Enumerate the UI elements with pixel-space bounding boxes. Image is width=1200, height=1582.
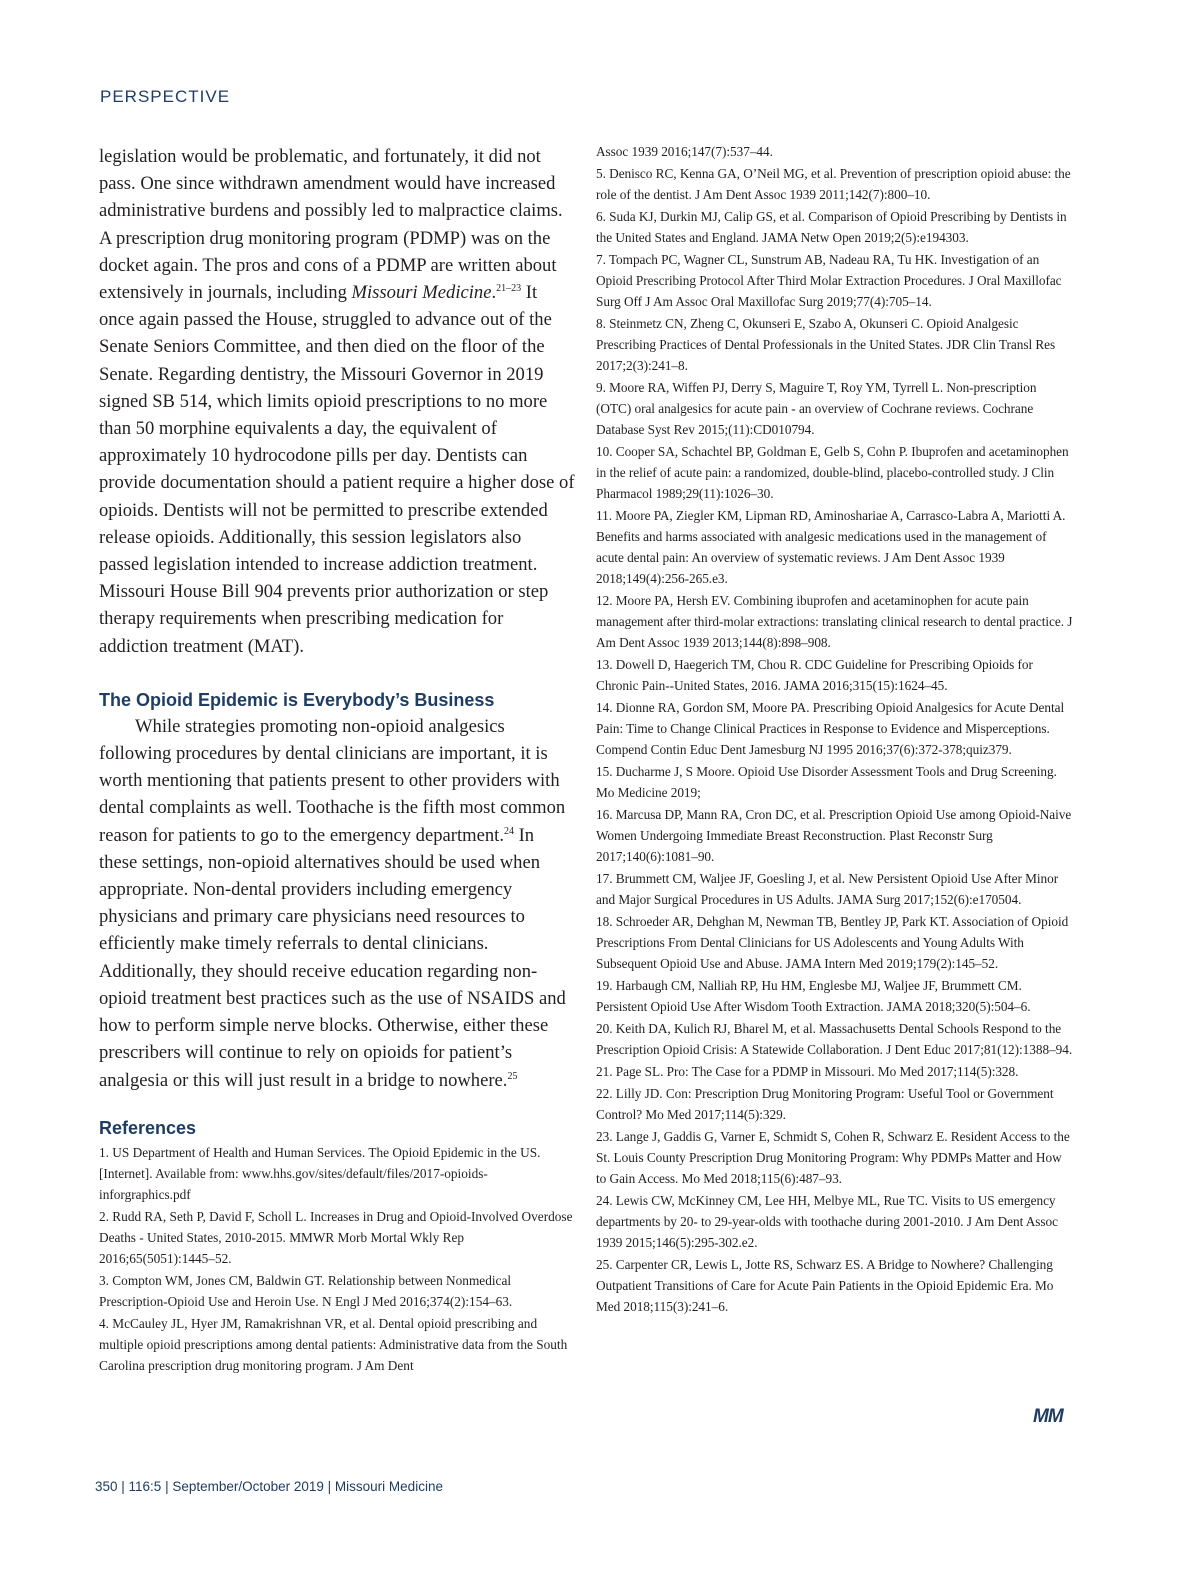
reference-item: 17. Brummett CM, Waljee JF, Goesling J, et al. New Persistent Opioid Use After Minor and Major Surgical Procedures in US Adults. JAMA Surg 2017;152(6):e170504. — [596, 871, 1059, 907]
body-paragraph-1: legislation would be problematic, and fortunately, it did not pass. One since withdrawn amendment would have increased administrative burdens and possibly led to malpractice claims. A prescription drug monitoring program (PDMP) was on the docket again. The pros and cons of a PDMP are written about extensively in journals, including Missouri Medicine.$^{21-23}$ It once again passed the House, struggled to advance out of the Senate Seniors Committee, and then died on the floor of the Senate. Regarding dentistry, the Missouri Governor in 2019 signed SB 514, which limits opioid prescriptions to no more than 50 morphine equivalents a day, the equivalent of approximately 10 hydrocodone pills per day. Dentists can provide documentation should a patient require a higher dose of opioids. Dentists will not be permitted to prescribe extended release opioids. Additionally, this session legislators also passed legislation intended to increase addiction treatment. Missouri House Bill 904 prevents prior authorization or step therapy requirements when prescribing medication for addiction treatment (MAT). — [99, 146, 575, 657]
reference-item: 2. Rudd RA, Seth P, David F, Scholl L. Increases in Drug and Opioid-Involved Overdose Deaths - United States, 2010-2015. MMWR Morb Mortal Wkly Rep 2016;65(5051):1445–52. — [99, 1208, 573, 1266]
reference-item: 22. Lilly JD. Con: Prescription Drug Monitoring Program: Useful Tool or Government Control? Mo Med 2017;114(5):329. — [596, 1086, 1054, 1122]
section-label: PERSPECTIVE — [100, 87, 231, 106]
left-column — [99, 143, 575, 1377]
reference-item: Assoc 1939 2016;147(7):537–44. — [596, 144, 773, 159]
reference-item: 1. US Department of Health and Human Services. The Opioid Epidemic in the US. [Internet]. Available from: www.hhs.gov/sites/default/files/2017-opioids-inforgraphics.pdf — [99, 1144, 541, 1202]
p1-text-a: legislation would be problematic, and fortunately, it did not pass. One since withdrawn amendment would have increased administrative burdens and possibly led to malpractice claims. A prescription drug monitoring program (PDMP) was on the docket again. The pros and cons of a PDMP are written about extensively in journals, including — [99, 146, 563, 304]
references-list-right — [596, 141, 1074, 1318]
p2-text-a: While strategies promoting non-opioid analgesics following procedures by dental clinicians are important, it is worth mentioning that patients present to other providers with dental complaints as well. Toothache is the fifth most common reason for patients to go to the emergency department. — [99, 715, 566, 846]
p2-text-b: In these settings, non-opioid alternatives should be used when appropriate. Non-dental providers including emergency physicians and primary care physicians need resources to efficiently make timely referrals to dental clinicians. Additionally, they should receive education regarding non-opioid treatment best practices such as the use of NSAIDS and how to perform simple nerve blocks. Otherwise, either these prescribers will continue to rely on opioids for patient’s analgesia or this will just result in a bridge to nowhere. — [99, 824, 566, 1091]
heading-references: References — [99, 1117, 197, 1138]
citation-25: 25 — [507, 1070, 518, 1082]
reference-item: 23. Lange J, Gaddis G, Varner E, Schmidt S, Cohen R, Schwarz E. Resident Access to the St. Louis County Prescription Drug Monitoring Program: Why PDMPs Matter and How to Gain Access. Mo Med 2018;115(6):487–93. — [596, 1129, 1070, 1186]
reference-item: 20. Keith DA, Kulich RJ, Bharel M, et al. Massachusetts Dental Schools Respond to the Prescription Opioid Crisis: A Statewide Collaboration. J Dent Educ 2017;81(12):1388–94. — [596, 1021, 1073, 1057]
reference-item: 13. Dowell D, Haegerich TM, Chou R. CDC Guideline for Prescribing Opioids for Chronic Pain--United States, 2016. JAMA 2016;315(15):1624–45. — [596, 657, 1033, 693]
missouri-medicine-logo: MM — [1033, 1406, 1063, 1427]
reference-item: 8. Steinmetz CN, Zheng C, Okunseri E, Szabo A, Okunseri C. Opioid Analgesic Prescribing Practices of Dental Professionals in the United States. JDR Clin Transl Res 2017;2(3):241–8. — [596, 316, 1056, 373]
p1-text-b: It once again passed the House, struggled to advance out of the Senate Seniors Committee, and then died on the floor of the Senate. Regarding dentistry, the Missouri Governor in 2019 signed SB 514, which limits opioid prescriptions to no more than 50 morphine equivalents a day, the equivalent of approximately 10 hydrocodone pills per day. Dentists can provide documentation should a patient require a higher dose of opioids. Dentists will not be permitted to prescribe extended release opioids. Additionally, this session legislators also passed legislation intended to increase addiction treatment. Missouri House Bill 904 prevents prior authorization or step therapy requirements when prescribing medication for addiction treatment (MAT). — [99, 282, 575, 657]
heading-opioid-epidemic: The Opioid Epidemic is Everybody’s Business — [99, 689, 495, 710]
reference-item: 12. Moore PA, Hersh EV. Combining ibuprofen and acetaminophen for acute pain management after third-molar extractions: translating clinical research to dental practice. J Am Dent Assoc 1939 2013;144(8):898–908. — [596, 593, 1073, 650]
reference-item: 5. Denisco RC, Kenna GA, O’Neil MG, et al. Prevention of prescription opioid abuse: the role of the dentist. J Am Dent Assoc 1939 2011;142(7):800–10. — [596, 166, 1071, 202]
reference-item: 16. Marcusa DP, Mann RA, Cron DC, et al. Prescription Opioid Use among Opioid-Naive Women Undergoing Immediate Breast Reconstruction. Plast Reconstr Surg 2017;140(6):1081–90. — [596, 807, 1072, 864]
reference-item: 3. Compton WM, Jones CM, Baldwin GT. Relationship between Nonmedical Prescription-Opioid Use and Heroin Use. N Engl J Med 2016;374(2):154–63. — [99, 1272, 513, 1309]
citation-24: 24 — [503, 825, 514, 837]
reference-item: 7. Tompach PC, Wagner CL, Sunstrum AB, Nadeau RA, Tu HK. Investigation of an Opioid Prescribing Protocol After Third Molar Extraction Procedures. J Oral Maxillofac Surg Off J Am Assoc Oral Maxillofac Surg 2019;77(4):705–14. — [596, 252, 1062, 309]
reference-item: 19. Harbaugh CM, Nalliah RP, Hu HM, Englesbe MJ, Waljee JF, Brummett CM. Persistent Opioid Use After Wisdom Tooth Extraction. JAMA 2018;320(5):504–6. — [596, 978, 1031, 1014]
page-footer: 350 | 116:5 | September/October 2019 | Missouri Medicine — [95, 1479, 443, 1494]
reference-item: 25. Carpenter CR, Lewis L, Jotte RS, Schwarz ES. A Bridge to Nowhere? Challenging Outpatient Transitions of Care for Acute Pain Patients in the Opioid Epidemic Era. Mo Med 2018;115(3):241–6. — [596, 1257, 1054, 1314]
reference-item: 21. Page SL. Pro: The Case for a PDMP in Missouri. Mo Med 2017;114(5):328. — [596, 1064, 1019, 1079]
reference-item: 11. Moore PA, Ziegler KM, Lipman RD, Aminoshariae A, Carrasco-Labra A, Mariotti A. Benefits and harms associated with analgesic medications used in the management of acute dental pain: An overview of systematic reviews. J Am Dent Assoc 1939 2018;149(4):256-265.e3. — [596, 508, 1066, 586]
body-paragraph-2 — [99, 713, 575, 1094]
reference-item: 6. Suda KJ, Durkin MJ, Calip GS, et al. Comparison of Opioid Prescribing by Dentists in the United States and England. JAMA Netw Open 2019;2(5):e194303. — [596, 209, 1067, 245]
reference-item: 18. Schroeder AR, Dehghan M, Newman TB, Bentley JP, Park KT. Association of Opioid Prescriptions From Dental Clinicians for US Adolescents and Young Adults With Subsequent Opioid Use and Abuse. JAMA Intern Med 2019;179(2):145–52. — [596, 914, 1069, 971]
reference-item: 10. Cooper SA, Schachtel BP, Goldman E, Gelb S, Cohn P. Ibuprofen and acetaminophen in the relief of acute pain: a randomized, double-blind, placebo-controlled study. J Clin Pharmacol 1989;29(11):1026–30. — [596, 444, 1069, 501]
reference-item: 9. Moore RA, Wiffen PJ, Derry S, Maguire T, Roy YM, Tyrrell L. Non-prescription (OTC) oral analgesics for acute pain - an overview of Cochrane reviews. Cochrane Database Syst Rev 2015;(11):CD010794. — [596, 380, 1037, 437]
journal-title: Missouri Medicine — [351, 282, 492, 304]
reference-item: 15. Ducharme J, S Moore. Opioid Use Disorder Assessment Tools and Drug Screening. Mo Medicine 2019; — [596, 764, 1057, 800]
citation-21-23: 21–23 — [496, 283, 522, 295]
reference-item: 24. Lewis CW, McKinney CM, Lee HH, Melbye ML, Rue TC. Visits to US emergency departments by 20- to 29-year-olds with toothache during 2001-2010. J Am Dent Assoc 1939 2015;146(5):295-302.e2. — [596, 1193, 1059, 1250]
reference-item: 14. Dionne RA, Gordon SM, Moore PA. Prescribing Opioid Analgesics for Acute Dental Pain: Time to Change Clinical Practices in Response to Evidence and Misperceptions. Compend Contin Educ Dent Jamesburg NJ 1995 2016;37(6):372-378;quiz379. — [596, 700, 1065, 757]
references-list-left — [99, 1142, 575, 1376]
reference-item: 4. McCauley JL, Hyer JM, Ramakrishnan VR, et al. Dental opioid prescribing and multiple opioid prescriptions among dental patients: Administrative data from the South Carolina prescription drug monitoring program. J Am Dent — [99, 1315, 568, 1373]
